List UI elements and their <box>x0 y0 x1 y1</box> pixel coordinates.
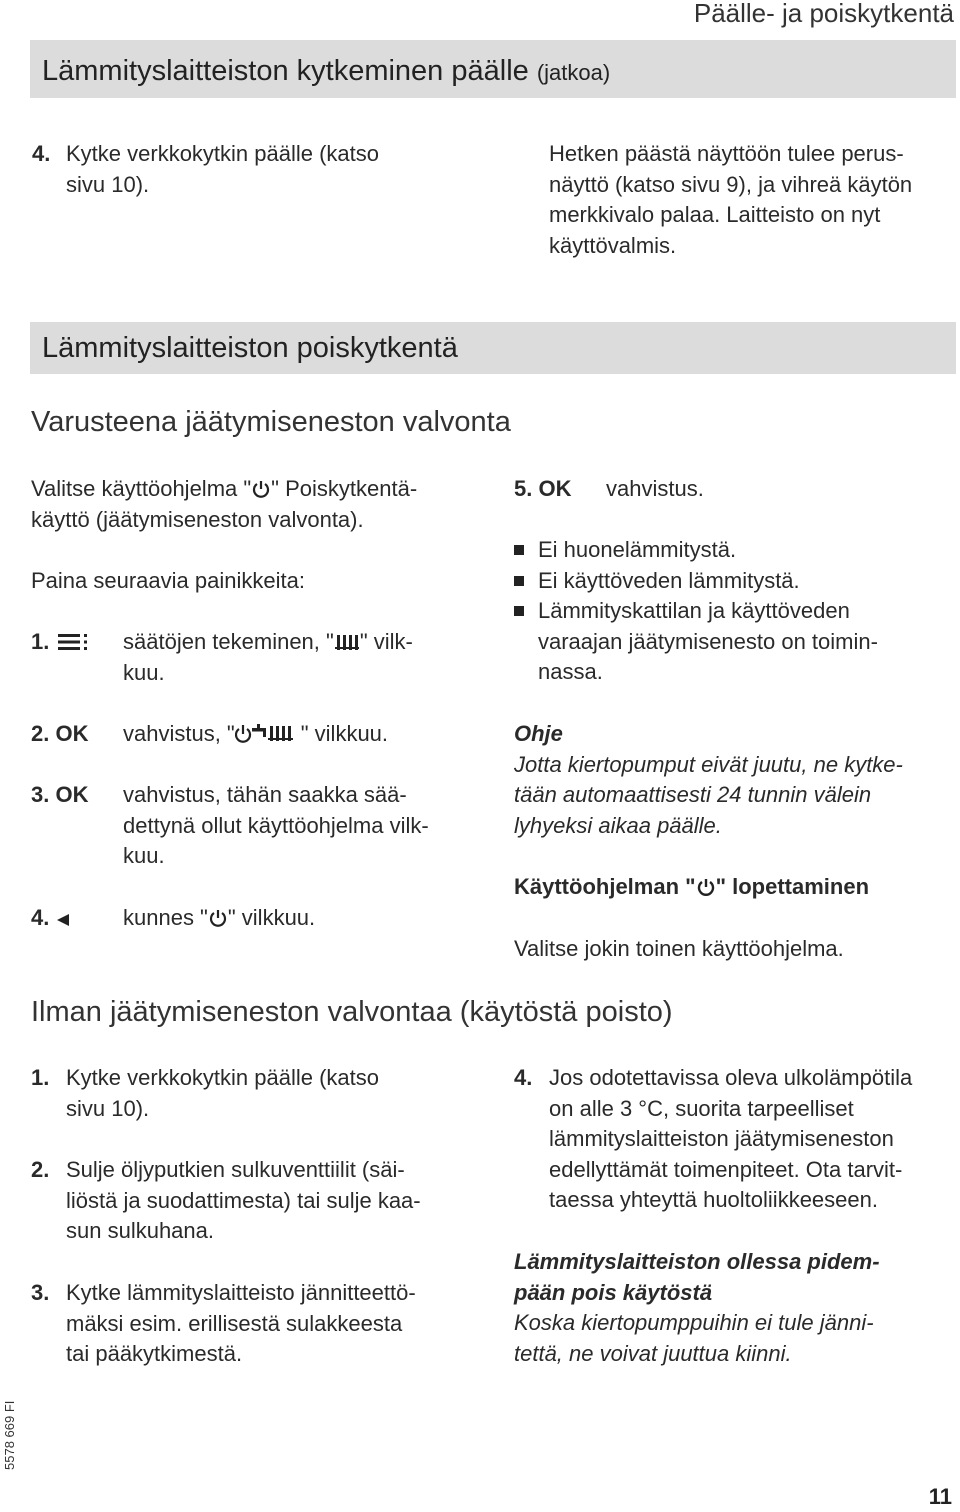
section-title-text: Lämmityslaitteiston kytkeminen päälle <box>42 55 529 87</box>
step-text: Jos odotettavissa oleva ulkolämpötila on alle 3 °C, suorita tarpeelliset lämmityslaitteiston jäätymiseneston edellyttämät toimenpiteet. Ota tarvit- taessa yhteyttä huoltoliikkeeseen. <box>549 1065 913 1212</box>
standby-icon <box>208 908 228 928</box>
step-number: 3. <box>31 1280 50 1305</box>
section-title-turn-off: Lämmityslaitteiston poiskytkentä <box>42 332 458 364</box>
radiator-icon <box>334 632 360 652</box>
bullet-icon <box>514 606 524 616</box>
ok-key-label: OK <box>538 476 572 501</box>
list-item: nassa. <box>538 659 603 684</box>
ok-key-label: OK <box>55 782 89 807</box>
end-program-text: Valitse jokin toinen käyttöohjelma. <box>514 936 844 961</box>
section-title-suffix: (jatkoa) <box>536 60 611 85</box>
page-number: 11 <box>928 1484 952 1509</box>
running-header: Päälle- ja poiskytkentä <box>693 0 954 28</box>
step-number: 4. <box>514 1065 533 1090</box>
standby-tap-radiator-icon <box>235 722 301 744</box>
step-text: Kytke lämmityslaitteisto jännitteettö- mäksi esim. erillisestä sulakkeesta tai pääkytkimestä. <box>66 1280 416 1366</box>
bullet-icon <box>514 576 524 586</box>
step-number: 1. <box>31 1065 50 1090</box>
press-keys-text: Paina seuraavia painikkeita: <box>31 568 305 593</box>
step-4: 4. <box>31 903 71 934</box>
list-item: Ei huonelämmitystä. <box>514 535 878 566</box>
list-item: Ei käyttöveden lämmitystä. <box>514 566 878 597</box>
intro-text: Valitse käyttöohjelma " " Poiskytkentä- käyttö (jäätymiseneston valvonta). <box>31 476 418 532</box>
step-3: 3. OK <box>31 782 89 807</box>
subheading-frost-protection: Varusteena jäätymiseneston valvonta <box>31 406 511 438</box>
note-title: Ohje <box>514 721 563 746</box>
subheading-decommission: Ilman jäätymiseneston valvontaa (käytöstä poisto) <box>31 996 673 1028</box>
left-arrow-icon <box>55 912 71 928</box>
bullet-icon <box>514 545 524 555</box>
step-1: 1. <box>31 627 91 658</box>
step-text: Kytke verkkokytkin päälle (katso sivu 10). <box>66 1065 380 1121</box>
standby-icon <box>251 479 271 499</box>
step-3-text: vahvistus, tähän saakka sää- dettynä ollut käyttöohjelma vilk- kuu. <box>123 782 429 868</box>
ok-key-label: OK <box>55 721 89 746</box>
step-number: 4. <box>32 141 51 166</box>
step-4-text: kunnes " " vilkkuu. <box>123 905 316 930</box>
step-number: 2. <box>31 1157 50 1182</box>
step-text: Kytke verkkokytkin päälle (katso sivu 10). <box>66 141 380 197</box>
step-1-text: säätöjen tekeminen, " " vilk- kuu. <box>123 629 413 685</box>
bullet-list <box>514 535 878 688</box>
note-block: Ohje Jotta kiertopumput eivät juutu, ne kytke- tään automaattisesti 24 tunnin välein lyhyeksi aikaa päälle. <box>514 721 903 838</box>
list-item: Lämmityskattilan ja käyttöveden <box>514 596 878 627</box>
document-code: 5578 669 FI <box>2 1400 17 1470</box>
step-result: Hetken päästä näyttöön tulee perus- näyttö (katso sivu 9), ja vihreä käytön merkkivalo palaa. Laitteisto on nyt käyttövalmis. <box>549 141 913 258</box>
step-text: Sulje öljyputkien sulkuventtiilit (säi- liöstä ja suodattimesta) tai sulje kaa- sun sulkuhana. <box>66 1157 421 1243</box>
step-2: 2. OK <box>31 721 89 746</box>
step-2-text: vahvistus, " " vilkkuu. <box>123 721 389 746</box>
section-title-turn-on <box>42 55 610 88</box>
menu-icon <box>55 633 91 651</box>
step-5-text: vahvistus. <box>606 476 704 501</box>
step-5: 5. OK <box>514 476 572 501</box>
list-item: varaajan jäätymisenesto on toimin- <box>538 628 878 654</box>
end-program-heading: Käyttöohjelman " " lopettaminen <box>514 874 870 899</box>
standby-icon <box>696 877 716 897</box>
long-shutdown-note: Lämmityslaitteiston ollessa pidem- pään pois käytöstä Koska kiertopumppuihin ei tule jänni- tettä, ne voivat juuttua kiinni. <box>514 1249 880 1366</box>
